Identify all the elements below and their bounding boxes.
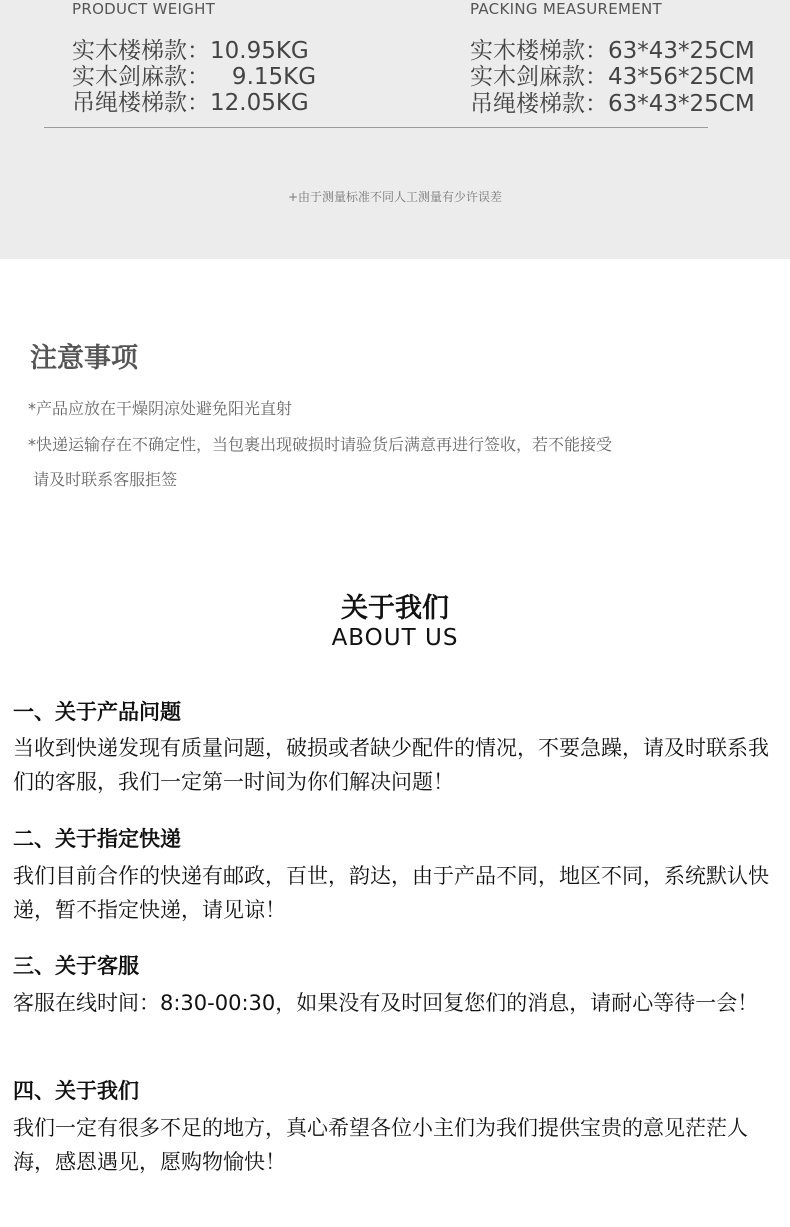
section-body: 我们目前合作的快递有邮政，百世，韵达，由于产品不同，地区不同，系统默认快递，暂不指定快递，请见谅！ xyxy=(13,864,769,922)
packing-row-label: 吊绳楼梯款： xyxy=(470,91,608,117)
packing-heading: PACKING MEASUREMENT xyxy=(470,0,663,18)
measure-note: +由于测量标准不同人工测量有少许误差 xyxy=(287,190,503,204)
notice-line: *产品应放在干燥阴凉处避免阳光直射 xyxy=(28,399,293,418)
weight-row-label: 实木剑麻款： xyxy=(72,64,210,90)
section-body: 当收到快递发现有质量问题，破损或者缺少配件的情况，不要急躁，请及时联系我们的客服，我们一定第一时间为你们解决问题！ xyxy=(13,736,769,794)
packing-row-value: 43*56*25CM xyxy=(608,64,755,90)
weight-row-value: 10.95KG xyxy=(210,38,309,64)
about-title: 关于我们 xyxy=(341,593,449,624)
about-subtitle: ABOUT US xyxy=(331,625,459,651)
weight-row-value: 9.15KG xyxy=(210,64,317,90)
section-body: 我们一定有很多不足的地方，真心希望各位小主们为我们提供宝贵的意见茫茫人海，感恩遇见，愿购物愉快！ xyxy=(13,1116,748,1174)
spec-panel xyxy=(0,0,790,259)
packing-row-value: 63*43*25CM xyxy=(608,38,755,64)
section-heading: 三、关于客服 xyxy=(13,954,139,978)
weight-row-label: 实木楼梯款： xyxy=(72,38,210,64)
packing-row xyxy=(470,38,755,64)
weight-row-label: 吊绳楼梯款： xyxy=(72,90,210,116)
section-body: 客服在线时间：8:30-00:30，如果没有及时回复您们的消息，请耐心等待一会！ xyxy=(13,991,759,1015)
weight-heading: PRODUCT WEIGHT xyxy=(72,0,216,18)
section-heading: 四、关于我们 xyxy=(13,1079,139,1103)
spec-divider xyxy=(44,127,708,128)
notice-line: 请及时联系客服拒签 xyxy=(28,470,178,489)
weight-row xyxy=(72,64,316,90)
section-heading: 一、关于产品问题 xyxy=(13,700,181,724)
packing-row xyxy=(470,64,755,90)
weight-row-value: 12.05KG xyxy=(210,90,309,116)
packing-row-label: 实木剑麻款： xyxy=(470,64,608,90)
notice-line: *快递运输存在不确定性，当包裹出现破损时请验货后满意再进行签收，若不能接受 xyxy=(28,435,613,454)
packing-row-label: 实木楼梯款： xyxy=(470,38,608,64)
weight-row xyxy=(72,38,309,64)
packing-row-value: 63*43*25CM xyxy=(608,91,755,117)
section-heading: 二、关于指定快递 xyxy=(13,827,181,851)
weight-row xyxy=(72,90,309,116)
notice-title: 注意事项 xyxy=(30,343,138,374)
packing-row xyxy=(470,91,755,117)
